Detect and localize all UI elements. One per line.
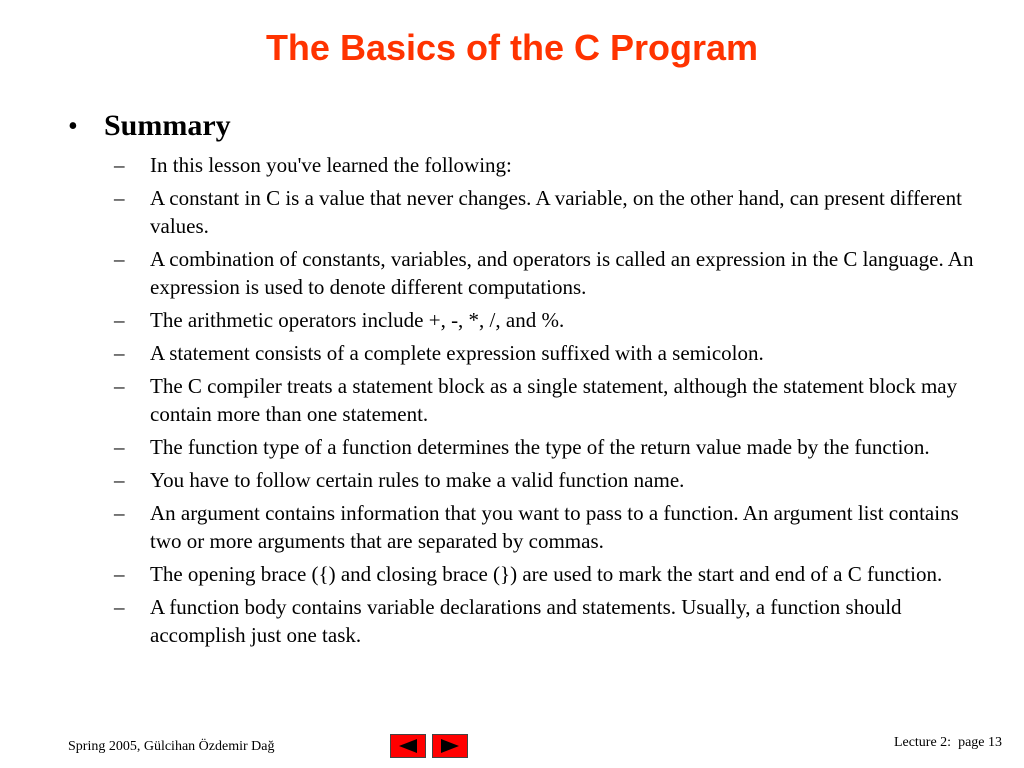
list-item bbox=[114, 593, 988, 649]
footer-author: Spring 2005, Gülcihan Özdemir Dağ bbox=[68, 739, 275, 754]
list-item bbox=[114, 339, 988, 367]
bullet-label: Summary bbox=[104, 109, 231, 142]
list-item-text: A constant in C is a value that never changes. A variable, on the other hand, can present different values. bbox=[150, 186, 962, 238]
slide-navigation bbox=[390, 734, 468, 758]
list-item bbox=[114, 184, 988, 240]
list-item bbox=[114, 151, 988, 179]
dash-icon: – bbox=[114, 501, 125, 525]
list-item bbox=[114, 499, 988, 555]
right-arrow-icon bbox=[439, 738, 461, 754]
list-item-text: The C compiler treats a statement block as a single statement, although the statement block may contain more than one statement. bbox=[150, 374, 958, 426]
list-item bbox=[114, 560, 988, 588]
dash-icon: – bbox=[114, 186, 125, 210]
list-item bbox=[114, 372, 988, 428]
dash-icon: – bbox=[114, 247, 125, 271]
slide-title: The Basics of the C Program bbox=[265, 27, 759, 68]
next-slide-button[interactable] bbox=[432, 734, 468, 758]
dash-icon: – bbox=[114, 374, 125, 398]
list-item-text: The arithmetic operators include +, -, *, /, and %. bbox=[150, 308, 565, 332]
list-item-text: An argument contains information that you want to pass to a function. An argument list contains two or more arguments that are separated by commas. bbox=[150, 501, 959, 553]
list-item bbox=[114, 466, 988, 494]
dash-icon: – bbox=[114, 595, 125, 619]
list-item bbox=[114, 245, 988, 301]
dash-icon: – bbox=[114, 308, 125, 332]
list-item bbox=[114, 433, 988, 461]
left-arrow-icon bbox=[397, 738, 419, 754]
list-item bbox=[114, 306, 988, 334]
footer-page-number: Lecture 2: page 13 bbox=[893, 735, 1002, 750]
dash-icon: – bbox=[114, 153, 125, 177]
list-item-text: A combination of constants, variables, and operators is called an expression in the C language. An expression is used to denote different computations. bbox=[150, 247, 974, 299]
summary-list bbox=[114, 151, 988, 649]
list-item-text: A statement consists of a complete expression suffixed with a semicolon. bbox=[150, 341, 764, 365]
dash-icon: – bbox=[114, 468, 125, 492]
previous-slide-button[interactable] bbox=[390, 734, 426, 758]
bullet-summary bbox=[68, 108, 988, 145]
dash-icon: – bbox=[114, 341, 125, 365]
list-item-text: The function type of a function determines the type of the return value made by the function. bbox=[150, 435, 930, 459]
list-item-text: You have to follow certain rules to make a valid function name. bbox=[150, 468, 685, 492]
bullet-dot-icon: • bbox=[68, 111, 78, 142]
list-item-text: The opening brace ({) and closing brace (}) are used to mark the start and end of a C function. bbox=[150, 562, 943, 586]
list-item-text: A function body contains variable declarations and statements. Usually, a function should accomplish just one task. bbox=[150, 595, 902, 647]
dash-icon: – bbox=[114, 562, 125, 586]
list-item-text: In this lesson you've learned the following: bbox=[150, 153, 512, 177]
dash-icon: – bbox=[114, 435, 125, 459]
slide-content bbox=[68, 108, 988, 654]
